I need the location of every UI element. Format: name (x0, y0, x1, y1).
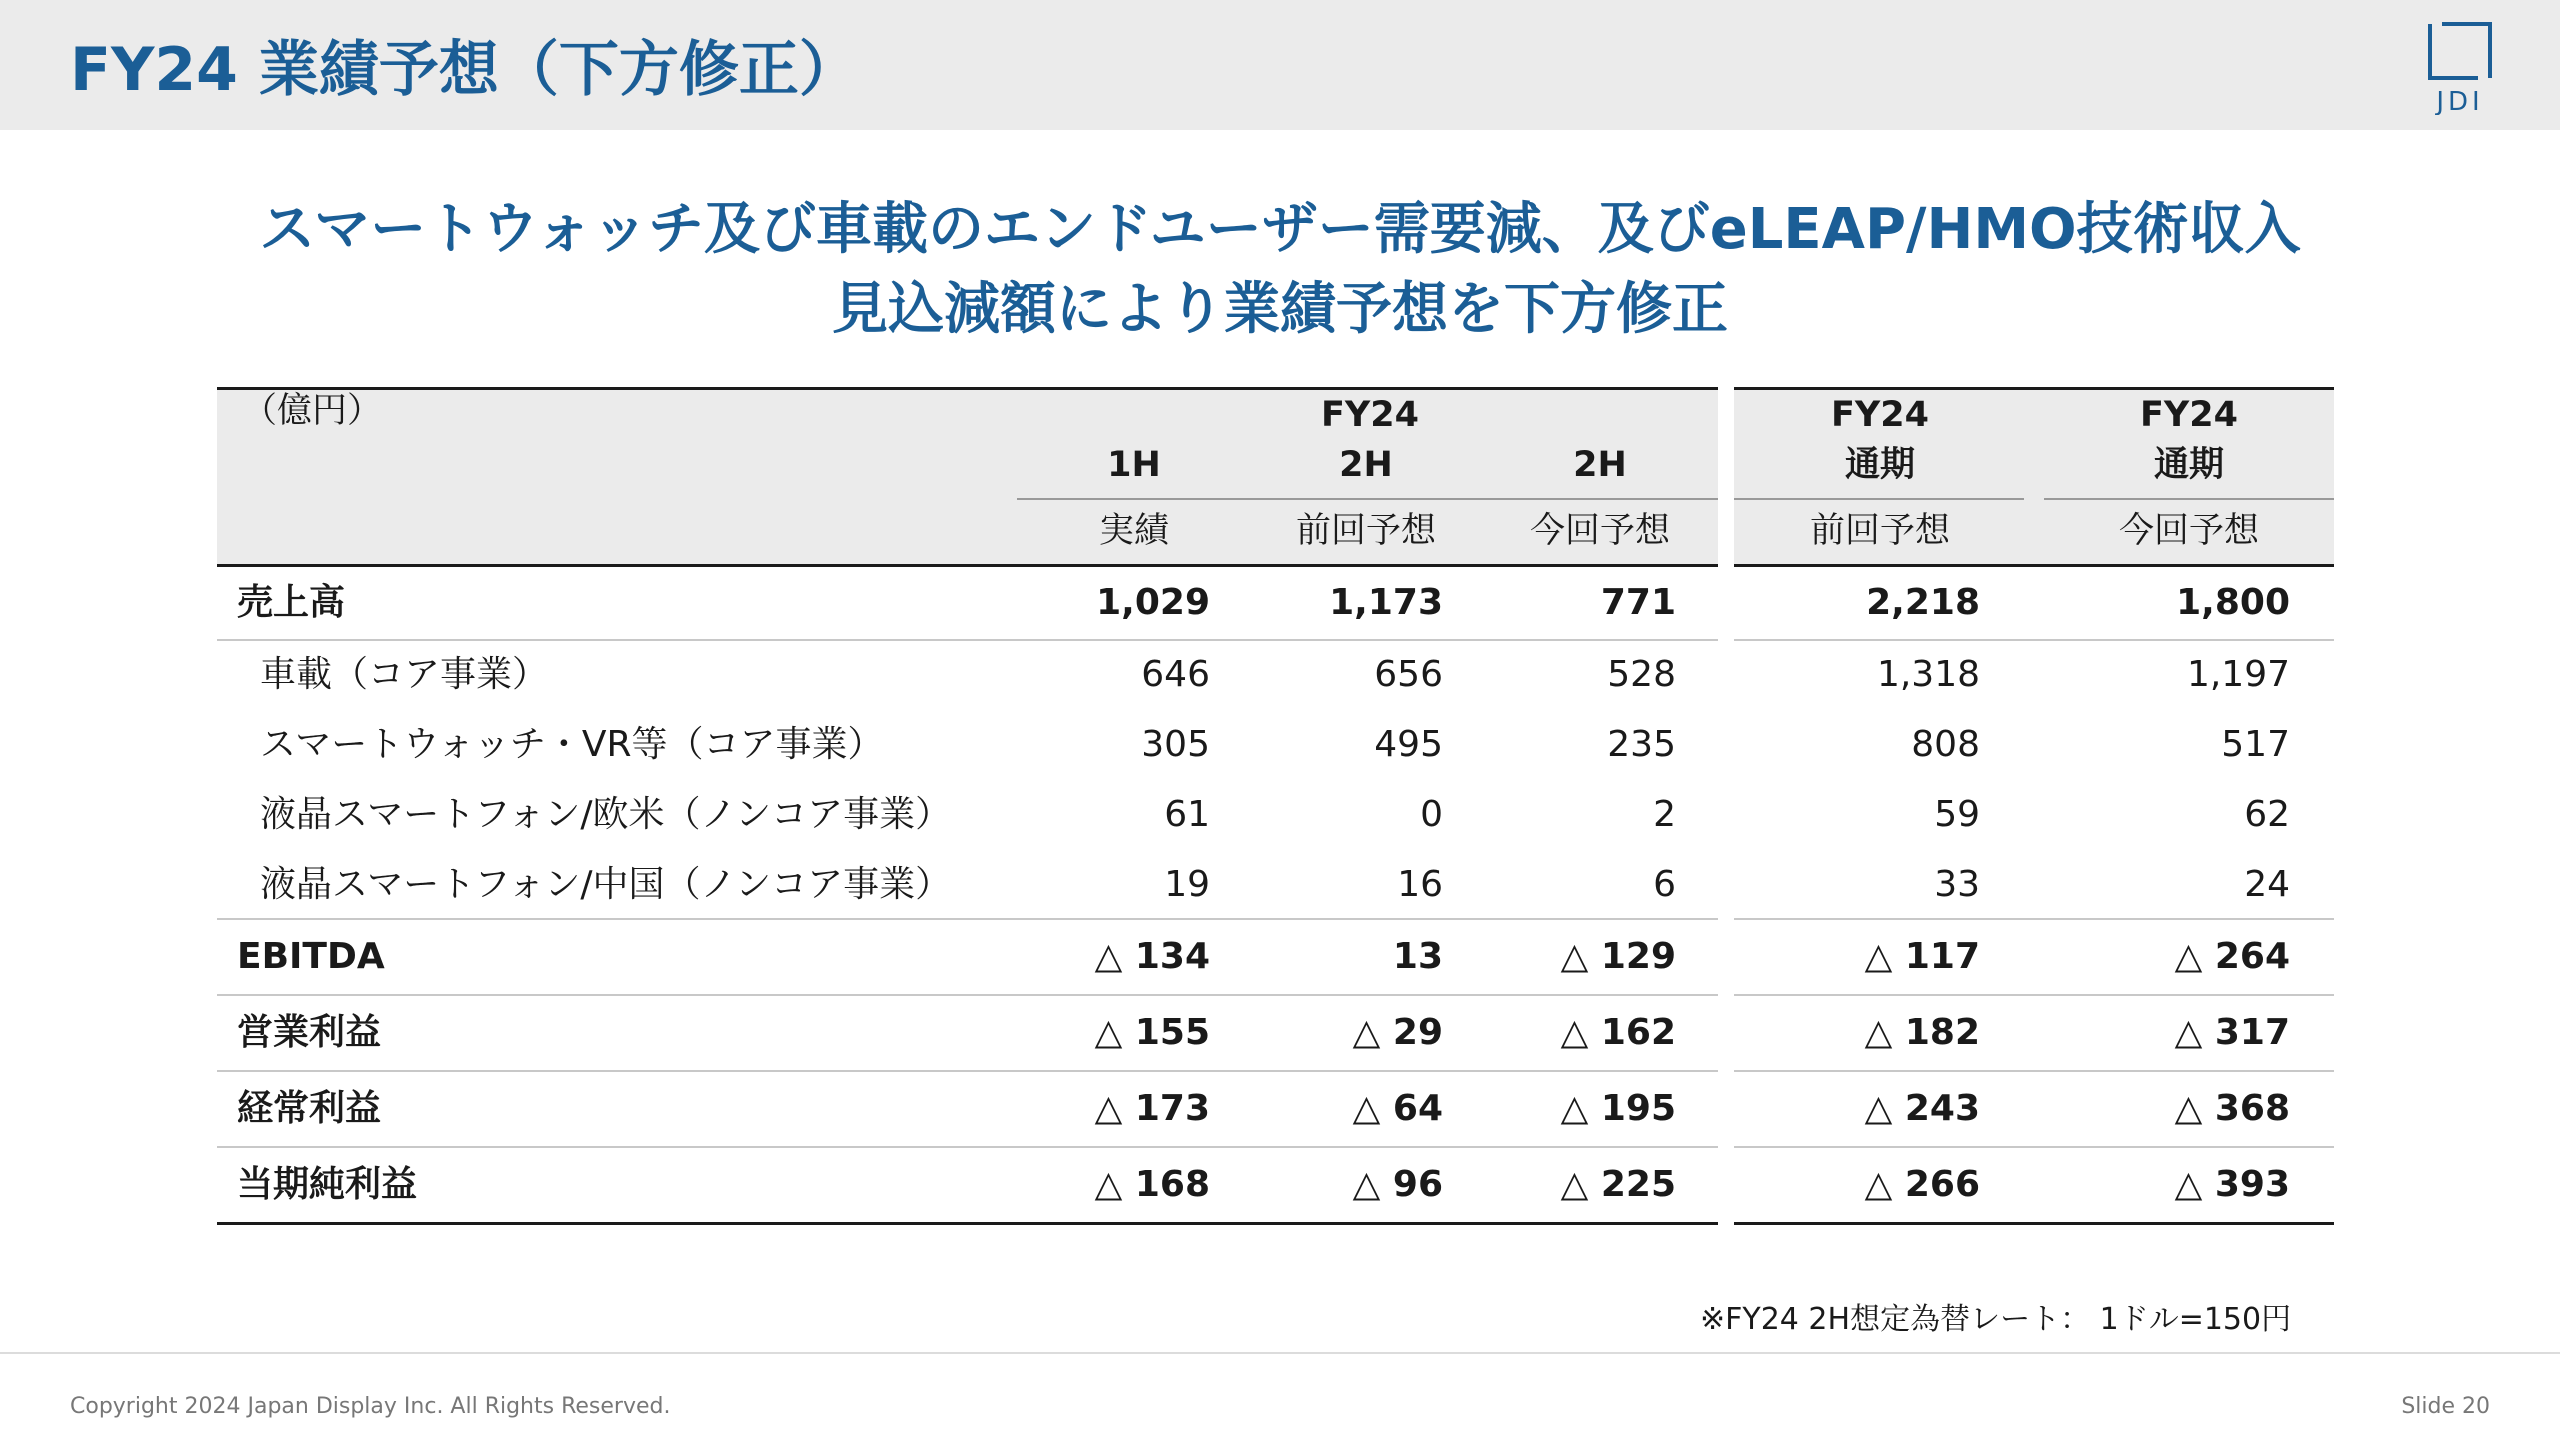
table-cell: 1,173 (1329, 582, 1443, 623)
row-label-ordinary-income: 経常利益 (237, 1088, 382, 1129)
table-cell: 1,029 (1096, 582, 1210, 623)
table-cell: 1,800 (2176, 582, 2290, 623)
col-5-sub: 今回予想 (2118, 511, 2259, 551)
row-label-net-sales: 売上高 (237, 582, 346, 623)
table-header-bg-left (217, 388, 1718, 564)
table-cell: 646 (1141, 654, 1210, 695)
table-cell: 235 (1607, 724, 1676, 765)
table-top-rule-left (217, 387, 1718, 390)
row-label-net-income: 当期純利益 (237, 1164, 418, 1205)
table-cell: 528 (1607, 654, 1676, 695)
col-1-sub: 実績 (1098, 511, 1169, 551)
row-divider (217, 1146, 1718, 1148)
table-cell: 771 (1600, 582, 1676, 623)
table-cell: △ 393 (2174, 1164, 2290, 1205)
row-label-operating-income: 営業利益 (237, 1012, 382, 1053)
table-cell: 1,318 (1876, 654, 1980, 695)
row-divider (217, 918, 1718, 920)
table-cell: △ 173 (1094, 1088, 1210, 1129)
col-3-period: 2H (1573, 445, 1627, 485)
table-cell: △ 129 (1560, 936, 1676, 977)
table-cell: 19 (1164, 864, 1210, 905)
row-divider (1734, 994, 2334, 996)
header-bottom-rule-left (217, 564, 1718, 567)
table-cell: △ 117 (1864, 936, 1980, 977)
row-label-smartwatch-vr: スマートウォッチ・VR等（コア事業） (260, 724, 884, 765)
row-label-lcd-smartphone-west: 液晶スマートフォン/欧米（ノンコア事業） (260, 794, 952, 835)
slide-number: Slide 20 (2401, 1394, 2490, 1419)
table-cell: △ 162 (1560, 1012, 1676, 1053)
table-cell: △ 96 (1352, 1164, 1443, 1205)
row-divider (217, 639, 1718, 641)
table-cell: 33 (1934, 864, 1980, 905)
row-divider (217, 994, 1718, 996)
footer-divider (0, 1352, 2560, 1354)
table-cell: △ 368 (2174, 1088, 2290, 1129)
col-1-period: 1H (1107, 445, 1161, 485)
table-cell: 517 (2221, 724, 2290, 765)
headline-line-1: スマートウォッチ及び車載のエンドユーザー需要減、及びeLEAP/HMO技術収入 (259, 197, 2301, 262)
table-cell: 656 (1374, 654, 1443, 695)
table-cell: 6 (1653, 864, 1676, 905)
slide-title: FY24 業績予想（下方修正） (70, 35, 859, 105)
unit-label: （億円） (242, 391, 383, 431)
header-bottom-rule-right (1734, 564, 2334, 567)
copyright-text: Copyright 2024 Japan Display Inc. All Rights Reserved. (70, 1394, 671, 1419)
row-divider (1734, 918, 2334, 920)
row-divider (1734, 1070, 2334, 1072)
table-cell: 16 (1397, 864, 1443, 905)
table-cell: △ 134 (1094, 936, 1210, 977)
row-label-lcd-smartphone-china: 液晶スマートフォン/中国（ノンコア事業） (260, 864, 952, 905)
table-cell: △ 243 (1864, 1088, 1980, 1129)
row-label-ebitda: EBITDA (237, 936, 385, 977)
table-cell: 62 (2244, 794, 2290, 835)
table-cell: 59 (1934, 794, 1980, 835)
table-bottom-rule-left (217, 1222, 1718, 1225)
table-cell: △ 155 (1094, 1012, 1210, 1053)
svg-text:JDI: JDI (2436, 87, 2484, 115)
table-cell: 808 (1911, 724, 1980, 765)
fy24-group-label: FY24 (1321, 395, 1419, 435)
subheader-rule-col4 (1734, 498, 2024, 500)
subheader-rule-fy24 (1017, 498, 1718, 500)
table-cell: △ 264 (2174, 936, 2290, 977)
col-2-period: 2H (1339, 445, 1393, 485)
col-2-sub: 前回予想 (1295, 511, 1436, 551)
table-cell: 61 (1164, 794, 1210, 835)
table-bottom-rule-right (1734, 1222, 2334, 1225)
col-4-sub: 前回予想 (1809, 511, 1950, 551)
table-cell: △ 195 (1560, 1088, 1676, 1129)
headline-line-2: 見込減額により業績予想を下方修正 (832, 277, 1728, 342)
row-divider (217, 1070, 1718, 1072)
table-cell: △ 29 (1352, 1012, 1443, 1053)
table-cell: 305 (1141, 724, 1210, 765)
subheader-rule-col5 (2044, 498, 2334, 500)
table-cell: △ 64 (1352, 1088, 1443, 1129)
table-cell: △ 168 (1094, 1164, 1210, 1205)
row-divider (1734, 639, 2334, 641)
table-cell: △ 182 (1864, 1012, 1980, 1053)
fx-rate-footnote: ※FY24 2H想定為替レート： 1ドル=150円 (1700, 1302, 2292, 1337)
table-cell: △ 317 (2174, 1012, 2290, 1053)
row-divider (1734, 1146, 2334, 1148)
col-5-group: FY24 (2140, 395, 2238, 435)
table-cell: △ 225 (1560, 1164, 1676, 1205)
table-cell: 495 (1374, 724, 1443, 765)
col-4-group: FY24 (1831, 395, 1929, 435)
row-label-automotive: 車載（コア事業） (260, 654, 549, 695)
table-cell: 24 (2244, 864, 2290, 905)
table-cell: 2,218 (1866, 582, 1980, 623)
col-5-period: 通期 (2153, 445, 2224, 485)
table-cell: 0 (1420, 794, 1443, 835)
table-cell: 13 (1392, 936, 1443, 977)
table-cell: 2 (1653, 794, 1676, 835)
col-3-sub: 今回予想 (1529, 511, 1670, 551)
table-cell: 1,197 (2186, 654, 2290, 695)
col-4-period: 通期 (1844, 445, 1915, 485)
table-cell: △ 266 (1864, 1164, 1980, 1205)
